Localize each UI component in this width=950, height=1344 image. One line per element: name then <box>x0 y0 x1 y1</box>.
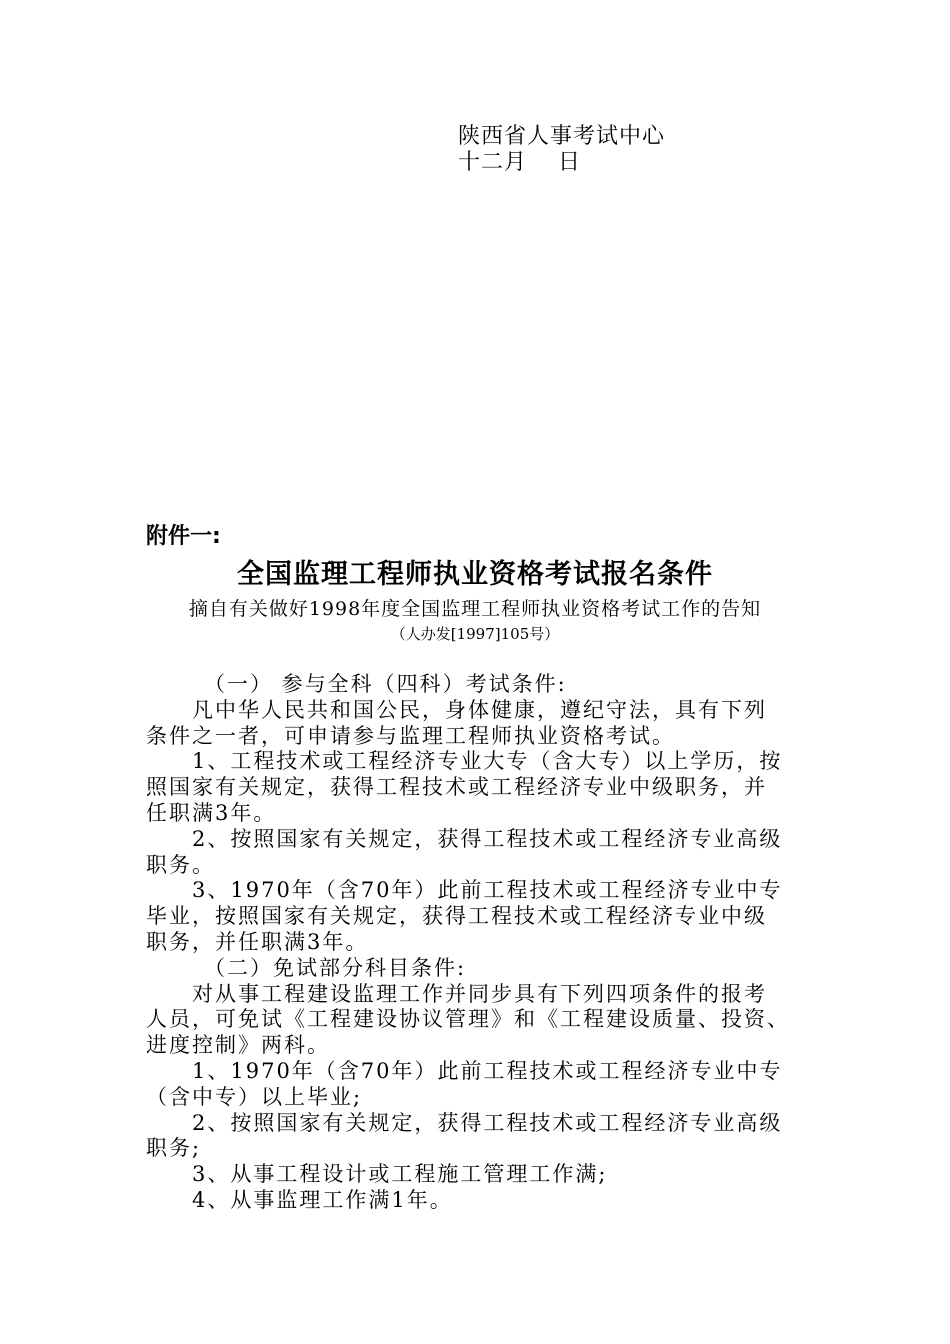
body-line: 1、1970年（含70年）此前工程技术或工程经济专业中专 <box>192 1058 783 1083</box>
body-line: 进度控制》两科。 <box>146 1033 330 1058</box>
body-line: 职务。 <box>146 852 215 877</box>
body-line: 2、按照国家有关规定，获得工程技术或工程经济专业高级 <box>192 1110 783 1135</box>
attachment-label: 附件一: <box>146 524 221 549</box>
body-line: 3、1970年（含70年）此前工程技术或工程经济专业中专 <box>192 878 783 903</box>
body-line: 条件之一者，可申请参与监理工程师执业资格考试。 <box>146 723 675 748</box>
body-line: 凡中华人民共和国公民，身体健康，遵纪守法，具有下列 <box>192 697 767 722</box>
body-line: 照国家有关规定，获得工程技术或工程经济专业中级职务，并 <box>146 775 767 800</box>
body-line: 任职满3年。 <box>146 800 277 825</box>
body-text <box>146 672 836 1214</box>
signature-date: 十二月 日 <box>458 150 581 175</box>
body-line: 人员，可免试《工程建设协议管理》和《工程建设质量、投资、 <box>146 1007 790 1032</box>
body-line: （含中专）以上毕业; <box>146 1084 363 1109</box>
body-line: 4、从事监理工作满1年。 <box>192 1187 453 1212</box>
document-subtitle: 摘自有关做好1998年度全国监理工程师执业资格考试工作的告知 <box>188 598 762 620</box>
body-line: （二）免试部分科目条件: <box>204 955 467 980</box>
document-title: 全国监理工程师执业资格考试报名条件 <box>237 559 713 590</box>
body-line: （一） 参与全科（四科）考试条件: <box>204 672 567 696</box>
body-line: 3、从事工程设计或工程施工管理工作满; <box>192 1162 608 1187</box>
signature-organization: 陕西省人事考试中心 <box>458 124 666 149</box>
body-line: 职务，并任职满3年。 <box>146 929 369 954</box>
body-line: 2、按照国家有关规定，获得工程技术或工程经济专业高级 <box>192 826 783 851</box>
document-number: （人办发[1997]105号） <box>390 625 560 643</box>
body-line: 对从事工程建设监理工作并同步具有下列四项条件的报考 <box>192 981 767 1006</box>
body-line: 1、工程技术或工程经济专业大专（含大专）以上学历，按 <box>192 749 783 774</box>
body-line: 毕业，按照国家有关规定，获得工程技术或工程经济专业中级 <box>146 904 767 929</box>
body-line: 职务; <box>146 1136 202 1161</box>
